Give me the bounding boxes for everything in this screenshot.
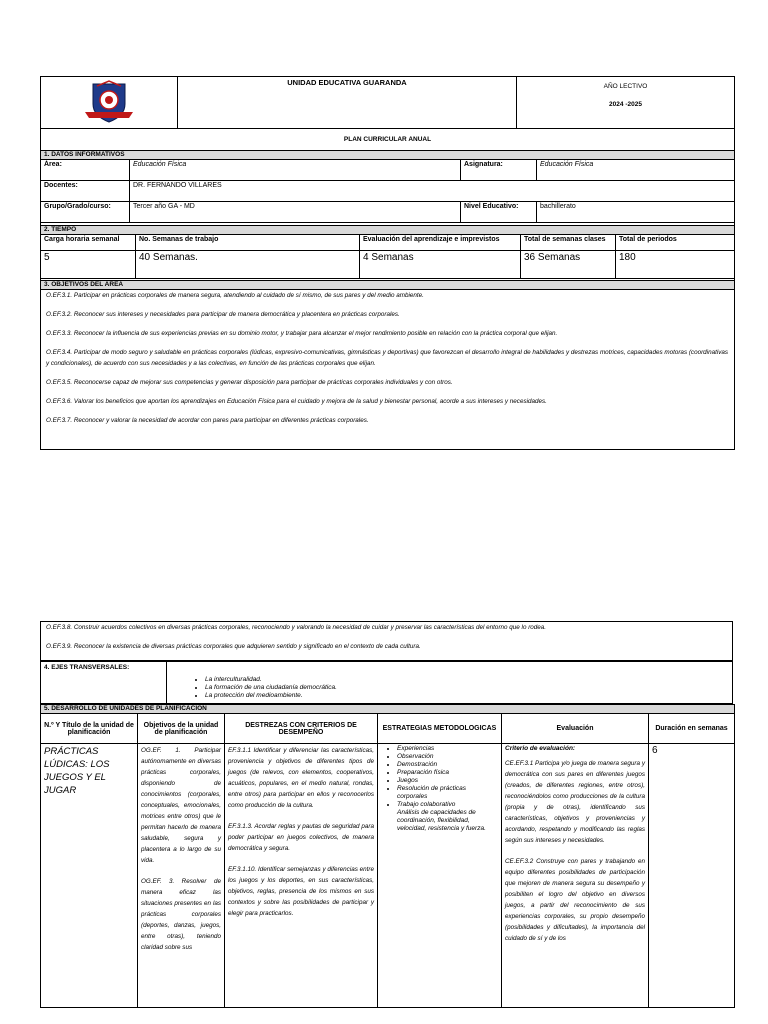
unit-objective: OG.EF. 3. Resolver de manera eficaz las situaciones presentes en las prácticas corporales (deportes, danzas, juegos, entre otras), teniendo claridad sobre sus <box>141 878 221 951</box>
objetivos-continued <box>40 621 733 661</box>
ejes-label: 4. EJES TRANSVERSALES: <box>41 662 167 703</box>
duration-value: 6 <box>649 744 735 1008</box>
estrategia-item: • Preparación física <box>397 769 498 777</box>
unit-objectives-cell <box>138 744 225 1008</box>
evaluacion-value: 4 Semanas <box>360 251 521 279</box>
objetivo-item: O.EF.3.2. Reconocer sus intereses y necesidades para participar de manera democrática y placentera en prácticas corporales. <box>46 311 400 318</box>
estrategia-item: • Resolución de prácticas corporales <box>397 785 498 801</box>
total-periodos-value: 180 <box>616 251 735 279</box>
eje-item: • La protección del medioambiente. <box>205 692 337 700</box>
objetivo-item: O.EF.3.1. Participar en prácticas corporales de manera segura, atendiendo al cuidado de sí mismo, de sus pares y del medio ambiente. <box>46 292 424 299</box>
eje-item: • La formación de una ciudadanía democrática. <box>205 684 337 692</box>
objetivo-item: O.EF.3.9. Reconocer la existencia de diversas prácticas corporales que adquieren sentido y significado en el contexto de cada cultura. <box>46 643 421 650</box>
section-datos-title: 1. DATOS INFORMATIVOS <box>41 151 735 160</box>
semanas-trabajo-value: 40 Semanas. <box>136 251 360 279</box>
destrezas-cell <box>225 744 378 1008</box>
tiempo-header: No. Semanas de trabajo <box>136 235 360 251</box>
school-name: UNIDAD EDUCATIVA GUARANDA <box>178 77 517 129</box>
objetivo-item: O.EF.3.5. Reconocerse capaz de mejorar sus competencias y generar disposición para participar de prácticas corporales individuales y con otros. <box>46 379 453 386</box>
tiempo-header: Carga horaria semanal <box>41 235 136 251</box>
objetivos-section <box>40 280 735 434</box>
criterio-item: CE.EF.3.2 Construye con pares y trabajando en equipo diferentes posibilidades de participación que mejoren de manera segura su desempeño y posibiliten el logro del objetivo en diversos juegos, a partir del reconocimiento de sus experiencias corporales, su propio desempeño (posibilidades y dificultades), la importancia del cuidado de sí y de los <box>505 858 645 942</box>
desarrollo-table <box>40 704 735 1008</box>
section-desarrollo-title: 5. DESARROLLO DE UNIDADES DE PLANIFICACIÓN <box>41 705 735 714</box>
area-label: Área: <box>41 160 130 181</box>
desarrollo-header: ESTRATEGIAS METODOLOGICAS <box>378 714 502 744</box>
year-value: 2024 -2025 <box>609 101 642 108</box>
estrategia-item: • Demostración <box>397 761 498 769</box>
estrategia-item: • Trabajo colaborativo <box>397 801 498 809</box>
docentes-label: Docentes: <box>41 181 130 202</box>
doc-title: PLAN CURRICULAR ANUAL <box>41 129 735 151</box>
nivel-value: bachillerato <box>537 202 735 223</box>
ejes-section <box>40 661 733 704</box>
destreza-item: EF.3.1.10. Identificar semejanzas y diferencias entre los juegos y los deportes, en sus características, objetivos, reglas, presencia de los mismos en sus contextos y sobre las posibilidades de participar y elegir para practicarlos. <box>228 866 374 917</box>
objetivo-item: O.EF.3.7. Reconocer y valorar la necesidad de acordar con pares para participar en diferentes prácticas corporales. <box>46 417 369 424</box>
criterio-label: Criterio de evaluación: <box>505 745 576 752</box>
section-objetivos-title: 3. OBJETIVOS DEL AREA <box>40 280 735 290</box>
asignatura-label: Asignatura: <box>461 160 537 181</box>
objetivo-item: O.EF.3.8. Construir acuerdos colectivos en diversas prácticas corporales, reconociendo y valorando la necesidad de cuidar y preservar las características del entorno que lo rodea. <box>46 624 547 631</box>
semanas-clases-value: 36 Semanas <box>521 251 616 279</box>
tiempo-table <box>40 225 735 279</box>
unit-title-cell <box>41 744 138 1008</box>
objetivo-item: O.EF.3.3. Reconocer la influencia de sus experiencias previas en su dominio motor, y trabajar para alcanzar el mejor rendimiento posible en relación con la práctica corporal que elijan. <box>46 330 558 337</box>
grupo-label: Grupo/Grado/curso: <box>41 202 130 223</box>
desarrollo-header: Evaluación <box>502 714 649 744</box>
desarrollo-header: DESTREZAS CON CRITERIOS DE DESEMPEÑO <box>225 714 378 744</box>
tiempo-header: Evaluación del aprendizaje e imprevistos <box>360 235 521 251</box>
estrategia-item: Análisis de capacidades de coordinación, flexibilidad, velocidad, resistencia y fuerza. <box>397 809 486 832</box>
logo-cell <box>41 77 178 129</box>
unit-objective: OG.EF. 1. Participar autónomamente en diversas prácticas corporales, disponiendo de conocimientos (corporales, conceptuales, emocionales, motrices entre otros) que le permitan hacerlo de manera saludable, segura y placentera a lo largo de su vida. <box>141 747 221 864</box>
desarrollo-header: Objetivos de la unidad de planificación <box>138 714 225 744</box>
estrategia-item: • Observación <box>397 753 498 761</box>
tiempo-header: Total de semanas clases <box>521 235 616 251</box>
evaluacion-cell <box>502 744 649 1008</box>
objetivo-item: O.EF.3.6. Valorar los beneficios que aportan los aprendizajes en Educación Física para el cuidado y mejora de la salud y bienestar personal, acorde a sus intereses y necesidades. <box>46 398 547 405</box>
grupo-value: Tercer año GA - MD <box>130 202 461 223</box>
criterio-item: CE.EF.3.1 Participa y/o juega de manera segura y democrática con sus pares en diferentes juegos (creados, de diferentes regiones, entre otros), reconociéndolos como producciones de la cultura (propia y de otras), identificando sus características, objetivos y proveniencias y acordando, respetando y modificando las reglas según sus intereses y necesidades. <box>505 760 645 844</box>
carga-horaria-value: 5 <box>41 251 136 279</box>
objetivo-item: O.EF.3.4. Participar de modo seguro y saludable en prácticas corporales (lúdicas, expresivo-comunicativas, gimnásticas y deportivas) que favorezcan el desarrollo integral de habilidades y destrezas motrices, capacidades motoras (coordinativas y condicionales), de acuerdo con sus necesidades y a las colectivas, en función de las prácticas corporales que elijan. <box>46 349 729 367</box>
estrategias-list <box>381 745 498 833</box>
header-table <box>40 76 735 151</box>
desarrollo-header: Duración en semanas <box>649 714 735 744</box>
ejes-list <box>191 676 337 700</box>
section-tiempo-title: 2. TIEMPO <box>41 226 735 235</box>
school-year-cell <box>517 77 735 129</box>
unit-title: PRÁCTICAS LÚDICAS: LOS JUEGOS Y EL JUGAR <box>44 746 110 796</box>
nivel-label: Nivel Educativo: <box>461 202 537 223</box>
objetivos-list <box>40 290 735 426</box>
asignatura-value: Educación Física <box>537 160 735 181</box>
estrategia-item: • Experiencias <box>397 745 498 753</box>
area-value: Educación Física <box>130 160 461 181</box>
estrategia-item: • Juegos <box>397 777 498 785</box>
datos-table <box>40 150 735 223</box>
estrategias-cell <box>378 744 502 1008</box>
docentes-value: DR. FERNANDO VILLARES <box>130 181 735 202</box>
year-label: AÑO LECTIVO <box>603 83 648 90</box>
destreza-item: EF.3.1.3. Acordar reglas y pautas de seguridad para poder participar en juegos colectivos, de manera democrática y segura. <box>228 823 374 852</box>
destreza-item: EF.3.1.1 Identificar y diferenciar las características, proveniencia y objetivos de diferentes tipos de juegos (de relevos, con elementos, cooperativos, acuáticos, populares, en el medio natural, rondas, entre otros) para participar en ellos y reconocerlos como producción de la cultura. <box>228 747 374 809</box>
desarrollo-header: N.º Y Título de la unidad de planificación <box>41 714 138 744</box>
eje-item: • La interculturalidad. <box>205 676 337 684</box>
tiempo-header: Total de periodos <box>616 235 735 251</box>
school-crest-icon <box>79 80 139 124</box>
